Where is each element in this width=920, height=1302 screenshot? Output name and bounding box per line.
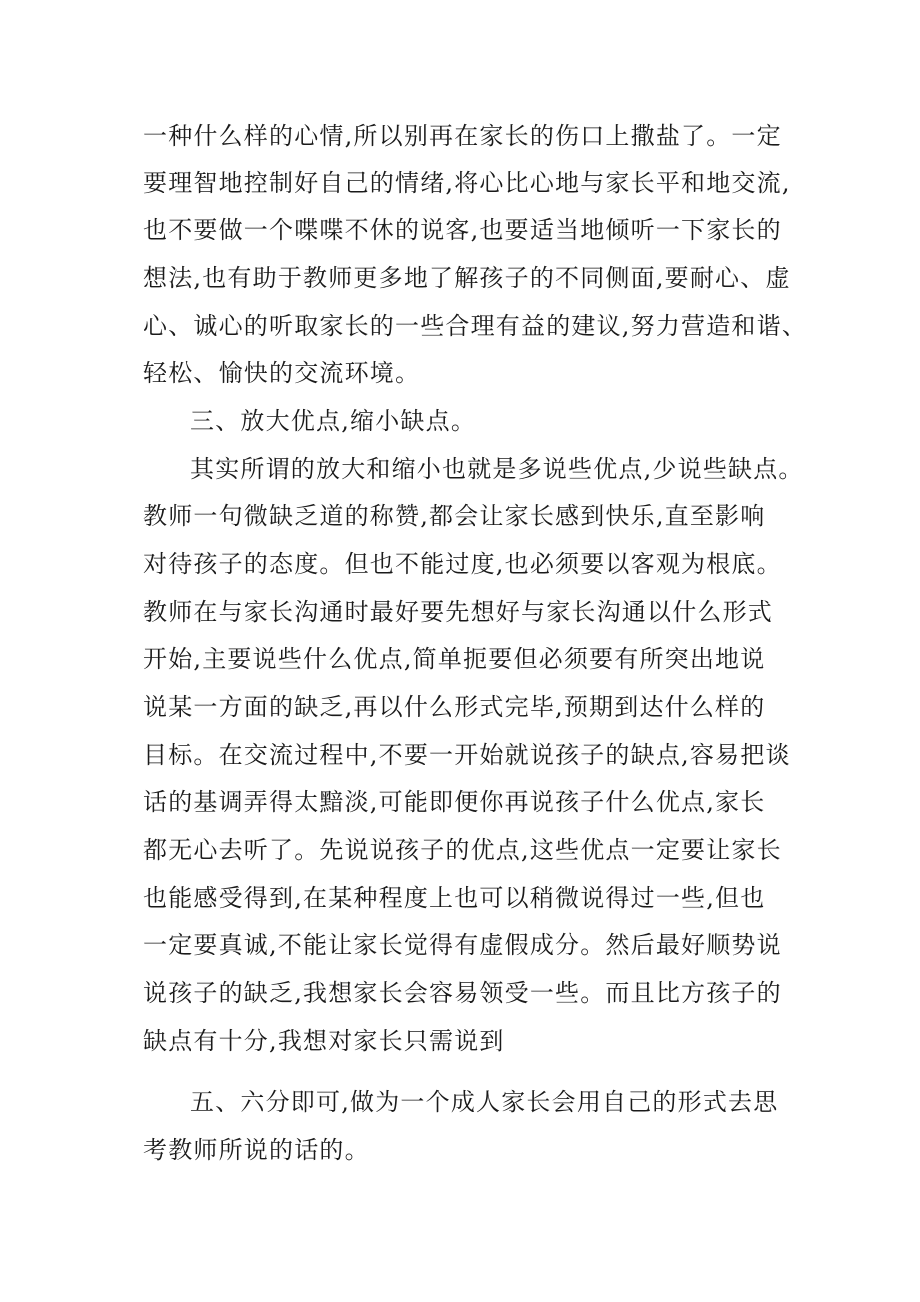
text-line: 心、诚心的听取家长的一些合理有益的建议,努力营造和谐、 — [143, 312, 808, 340]
text-line: 也不要做一个喋喋不休的说客,也要适当地倾听一下家长的 — [143, 216, 782, 244]
text-line: 对待孩子的态度。但也不能过度,也必须要以客观为根底。 — [143, 550, 782, 578]
text-line: 也能感受得到,在某种程度上也可以稍微说得过一些,但也 — [143, 884, 766, 912]
paragraph-first-line: 其实所谓的放大和缩小也就是多说些优点,少说些缺点。 — [190, 455, 804, 483]
section-heading: 三、放大优点,缩小缺点。 — [190, 407, 477, 435]
text-line: 教师一句微缺乏道的称赞,都会让家长感到快乐,直至影响 — [143, 502, 766, 530]
text-line: 考教师所说的话的。 — [143, 1136, 370, 1164]
text-line: 说某一方面的缺乏,再以什么形式完毕,预期到达什么样的 — [143, 693, 766, 721]
text-line: 话的基调弄得太黯淡,可能即便你再说孩子什么优点,家长 — [143, 788, 766, 816]
paragraph-first-line: 五、六分即可,做为一个成人家长会用自己的形式去思 — [190, 1088, 779, 1116]
text-line: 目标。在交流过程中,不要一开始就说孩子的缺点,容易把谈 — [143, 741, 791, 769]
text-line: 说孩子的缺乏,我想家长会容易领受一些。而且比方孩子的 — [143, 979, 782, 1007]
text-line: 想法,也有助于教师更多地了解孩子的不同侧面,要耐心、虚 — [143, 264, 791, 292]
text-line: 一定要真诚,不能让家长觉得有虚假成分。然后最好顺势说 — [143, 931, 782, 959]
text-line: 一种什么样的心情,所以别再在家长的伤口上撒盐了。一定 — [143, 122, 782, 150]
text-line: 都无心去听了。先说说孩子的优点,这些优点一定要让家长 — [143, 836, 782, 864]
text-line: 开始,主要说些什么优点,简单扼要但必须要有所突出地说 — [143, 645, 766, 673]
text-line: 轻松、愉快的交流环境。 — [143, 359, 421, 387]
text-line: 缺点有十分,我想对家长只需说到 — [143, 1027, 505, 1055]
text-line: 要理智地控制好自己的情绪,将心比心地与家长平和地交流, — [143, 169, 791, 197]
text-line: 教师在与家长沟通时最好要先想好与家长沟通以什么形式 — [143, 598, 773, 626]
